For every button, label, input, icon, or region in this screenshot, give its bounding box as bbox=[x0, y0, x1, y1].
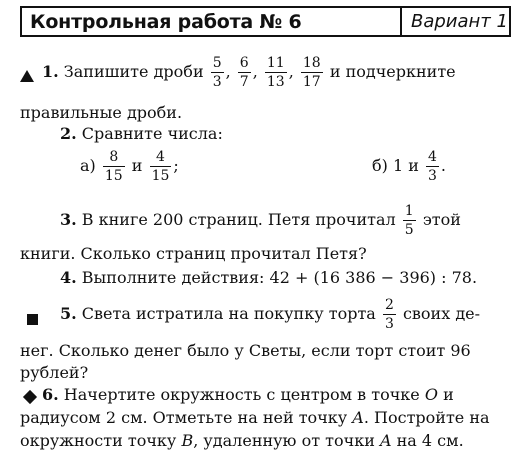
task-2 bbox=[60, 124, 223, 143]
denominator: 7 bbox=[239, 74, 249, 90]
task-number: 6. bbox=[42, 385, 59, 404]
fraction bbox=[383, 298, 396, 331]
task-text: радиусом 2 см. Отметьте на ней точку bbox=[20, 408, 348, 427]
task-text: Света истратила на покупку торта bbox=[81, 304, 376, 323]
task-1-line-2: правильные дроби. bbox=[20, 103, 183, 122]
task-5-line-3: рублей? bbox=[20, 363, 89, 382]
task-text: , удаленную от точки bbox=[193, 431, 375, 450]
part-label: а) bbox=[80, 156, 96, 175]
part-label: б) 1 и bbox=[372, 156, 419, 175]
numerator: 4 bbox=[427, 149, 437, 165]
task-text: этой bbox=[422, 210, 461, 229]
task-6-line-2 bbox=[20, 408, 490, 427]
variant-label: Вариант 1 bbox=[411, 11, 508, 32]
numerator: 4 bbox=[150, 150, 172, 167]
task-number: 4. bbox=[60, 268, 77, 287]
task-number: 5. bbox=[60, 304, 77, 323]
task-text: Запишите дроби bbox=[63, 62, 204, 81]
fraction bbox=[238, 56, 251, 89]
fraction bbox=[103, 150, 125, 183]
task-text: окружности точку bbox=[20, 431, 177, 450]
task-5-line-2: нег. Сколько денег было у Светы, если торт стоит 96 bbox=[20, 341, 471, 360]
denominator: 3 bbox=[212, 74, 222, 90]
punctuation: . bbox=[440, 156, 446, 175]
denominator: 3 bbox=[427, 168, 437, 184]
denominator: 15 bbox=[104, 168, 123, 184]
numerator: 11 bbox=[266, 55, 285, 71]
task-5 bbox=[60, 298, 480, 331]
task-number: 1. bbox=[42, 62, 59, 81]
task-1: 1. Запишите дроби $\frac{5}{3}$ , $\frac{6}{7}$ , $\frac{11}{13}$ , $\frac{18}{17}$ и подчеркните bbox=[42, 55, 456, 90]
fraction bbox=[426, 150, 439, 183]
numerator: 5 bbox=[212, 55, 222, 71]
task-text: своих де- bbox=[402, 304, 481, 323]
denominator: 3 bbox=[384, 316, 394, 332]
denominator: 15 bbox=[151, 168, 170, 184]
task-2-part-a bbox=[80, 150, 179, 183]
worksheet-header bbox=[20, 6, 511, 37]
task-2-part-b bbox=[372, 150, 446, 183]
denominator: 5 bbox=[404, 222, 414, 238]
numerator: 18 bbox=[302, 55, 321, 71]
triangle-marker-icon bbox=[20, 70, 34, 82]
task-6 bbox=[42, 385, 454, 404]
task-3 bbox=[60, 204, 461, 237]
task-text: Сравните числа: bbox=[81, 124, 223, 143]
fraction bbox=[301, 56, 323, 89]
denominator: 17 bbox=[302, 74, 321, 90]
numerator: 2 bbox=[384, 297, 394, 313]
task-4 bbox=[60, 268, 477, 287]
denominator: 13 bbox=[266, 74, 285, 90]
task-number: 2. bbox=[60, 124, 77, 143]
header-divider bbox=[400, 8, 402, 35]
task-text: и bbox=[443, 385, 454, 404]
fraction bbox=[211, 56, 224, 89]
conjunction: и bbox=[131, 156, 143, 175]
diamond-marker-icon bbox=[23, 390, 37, 404]
task-text: и подчеркните bbox=[329, 62, 456, 81]
fraction bbox=[265, 56, 287, 89]
punctuation: ; bbox=[173, 156, 179, 175]
task-3-line-2: книги. Сколько страниц прочитал Петя? bbox=[20, 244, 367, 263]
numerator: 8 bbox=[103, 150, 125, 167]
numerator: 1 bbox=[404, 203, 414, 219]
point-label: B bbox=[181, 431, 194, 450]
task-text: В книге 200 страниц. Петя прочитал bbox=[81, 210, 396, 229]
fraction bbox=[403, 204, 416, 237]
point-label: A bbox=[352, 408, 364, 427]
task-text: Начертите окружность с центром в точке bbox=[63, 385, 420, 404]
numerator: 6 bbox=[239, 55, 249, 71]
task-text: Выполните действия: 42 + (16 386 − 396) : 78. bbox=[81, 268, 478, 287]
point-label: A bbox=[379, 431, 392, 450]
task-6-line-3 bbox=[20, 431, 464, 450]
task-text: . Постройте на bbox=[363, 408, 490, 427]
point-label: O bbox=[424, 385, 438, 404]
task-number: 3. bbox=[60, 210, 77, 229]
fraction bbox=[150, 150, 172, 183]
task-text: на 4 см. bbox=[396, 431, 464, 450]
worksheet-title: Контрольная работа № 6 bbox=[30, 11, 302, 33]
square-marker-icon bbox=[27, 314, 38, 325]
